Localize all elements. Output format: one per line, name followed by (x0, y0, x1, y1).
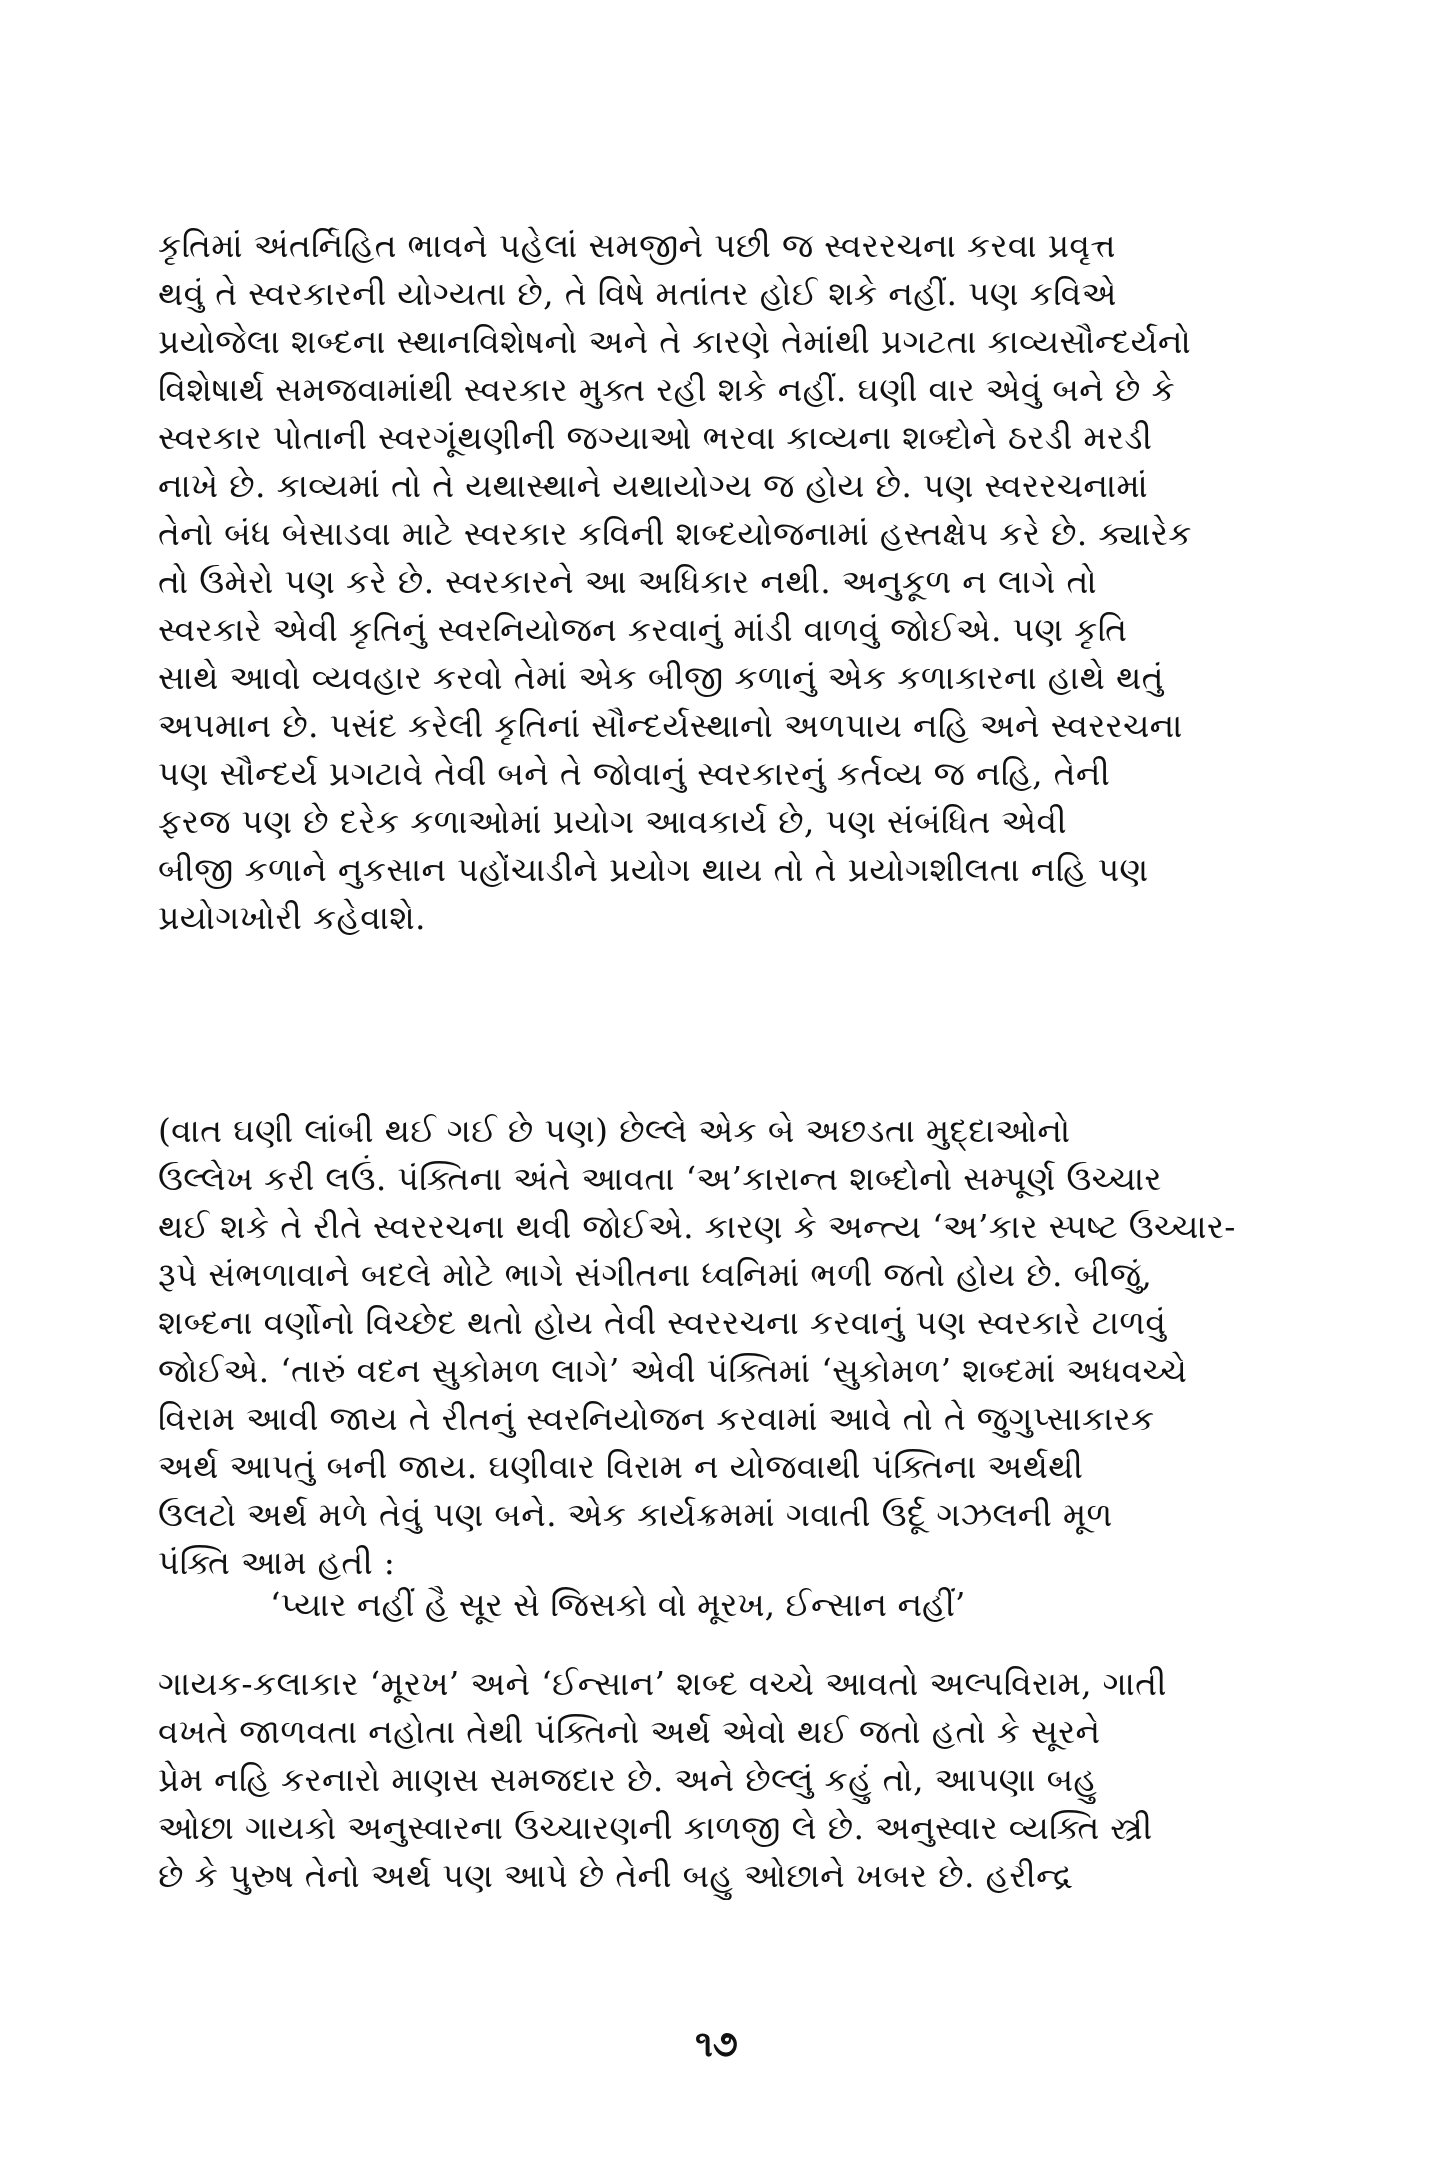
text-line: પણ સૌન્દર્ય પ્રગટાવે તેવી બને તે જોવાનું સ્વરકારનું કર્તવ્ય જ નહિ, તેની (158, 754, 1111, 793)
text-line: વિશેષાર્થ સમજવામાંથી સ્વરકાર મુક્ત રહી શકે નહીં. ઘણી વાર એવું બને છે કે (158, 370, 1176, 409)
text-line: ઓછા ગાયકો અનુસ્વારના ઉચ્ચારણની કાળજી લે છે. અનુસ્વાર વ્યક્તિ સ્ત્રી (158, 1808, 1153, 1847)
text-line: થવું તે સ્વરકારની યોગ્યતા છે, તે વિષે મતાંતર હોઈ શકે નહીં. પણ કવિએ (158, 274, 1117, 313)
text-line: તેનો બંધ બેસાડવા માટે સ્વરકાર કવિની શબ્દયોજનામાં હસ્તક્ષેપ કરે છે. ક્યારેક (158, 514, 1192, 553)
text-line: અપમાન છે. પસંદ કરેલી કૃતિનાં સૌન્દર્યસ્થાનો અળપાય નહિ અને સ્વરરચના (158, 706, 1183, 745)
quoted-verse: ‘પ્યાર નહીં હૈ સૂર સે જિસકો વો મૂરખ, ઈન્સાન નહીં’ (270, 1585, 966, 1624)
paragraph-3 (158, 1660, 1298, 1900)
text-line: સ્વરકાર પોતાની સ્વરગૂંથણીની જગ્યાઓ ભરવા કાવ્યના શબ્દોને ઠરડી મરડી (158, 418, 1153, 457)
text-line: પ્રેમ નહિ કરનારો માણસ સમજદાર છે. અને છેલ્લું કહું તો, આપણા બહુ (158, 1760, 1098, 1799)
paragraph-2 (158, 1107, 1298, 1587)
text-line: ગાયક-કલાકાર ‘મૂરખ’ અને ‘ઈન્સાન’ શબ્દ વચ્ચે આવતો અલ્પવિરામ, ગાતી (158, 1664, 1167, 1703)
text-line: તો ઉમેરો પણ કરે છે. સ્વરકારને આ અધિકાર નથી. અનુકૂળ ન લાગે તો (158, 562, 1097, 601)
text-line: (વાત ઘણી લાંબી થઈ ગઈ છે પણ) છેલ્લે એક બે અછડતા મુદ્દાઓનો (158, 1111, 1071, 1150)
page-number: ૧૭ (695, 2023, 738, 2065)
text-line: ઉલ્લેખ કરી લઉં. પંક્તિના અંતે આવતા ‘અ’કારાન્ત શબ્દોનો સમ્પૂર્ણ ઉચ્ચાર (158, 1159, 1162, 1198)
text-line: ઉલટો અર્થ મળે તેવું પણ બને. એક કાર્યક્રમમાં ગવાતી ઉર્દૂ ગઝલની મૂળ (158, 1495, 1113, 1534)
text-line: વખતે જાળવતા નહોતા તેથી પંક્તિનો અર્થ એવો થઈ જતો હતો કે સૂરને (158, 1712, 1101, 1751)
text-line: નાખે છે. કાવ્યમાં તો તે યથાસ્થાને યથાયોગ્ય જ હોય છે. પણ સ્વરરચનામાં (158, 466, 1149, 505)
text-line: પ્રયોજેલા શબ્દના સ્થાનવિશેષનો અને તે કારણે તેમાંથી પ્રગટતા કાવ્યસૌન્દર્યનો (158, 322, 1192, 361)
text-line: અર્થ આપતું બની જાય. ઘણીવાર વિરામ ન યોજવાથી પંક્તિના અર્થથી (158, 1447, 1084, 1486)
text-line: રૂપે સંભળાવાને બદલે મોટે ભાગે સંગીતના ધ્વનિમાં ભળી જતો હોય છે. બીજું, (158, 1255, 1153, 1294)
text-line: થઈ શકે તે રીતે સ્વરરચના થવી જોઈએ. કારણ કે અન્ત્ય ‘અ’કાર સ્પષ્ટ ઉચ્ચાર- (158, 1207, 1236, 1246)
text-line: વિરામ આવી જાય તે રીતનું સ્વરનિયોજન કરવામાં આવે તો તે જુગુપ્સાકારક (158, 1399, 1155, 1438)
text-line: સાથે આવો વ્યવહાર કરવો તેમાં એક બીજી કળાનું એક કળાકારના હાથે થતું (158, 658, 1164, 697)
text-line: શબ્દના વર્ણોનો વિચ્છેદ થતો હોય તેવી સ્વરરચના કરવાનું પણ સ્વરકારે ટાળવું (158, 1303, 1167, 1342)
paragraph-1 (158, 222, 1298, 942)
text-line: પ્રયોગખોરી કહેવાશે. (158, 898, 426, 937)
text-line: ફરજ પણ છે દરેક કળાઓમાં પ્રયોગ આવકાર્ય છે, પણ સંબંધિત એવી (158, 802, 1067, 841)
text-line: જોઈએ. ‘તારું વદન સુકોમળ લાગે’ એવી પંક્તિમાં ‘સુકોમળ’ શબ્દમાં અધવચ્ચે (158, 1351, 1188, 1390)
text-line: કૃતિમાં અંતર્નિહિત ભાવને પહેલાં સમજીને પછી જ સ્વરરચના કરવા પ્રવૃત્ત (158, 226, 1116, 265)
text-line: પંક્તિ આમ હતી : (158, 1543, 396, 1582)
text-line: સ્વરકારે એવી કૃતિનું સ્વરનિયોજન કરવાનું માંડી વાળવું જોઈએ. પણ કૃતિ (158, 610, 1128, 649)
text-line: છે કે પુરુષ તેનો અર્થ પણ આપે છે તેની બહુ ઓછાને ખબર છે. હરીન્દ્ર (158, 1856, 1073, 1895)
text-line: બીજી કળાને નુકસાન પહોંચાડીને પ્રયોગ થાય તો તે પ્રયોગશીલતા નહિ પણ (158, 850, 1149, 889)
